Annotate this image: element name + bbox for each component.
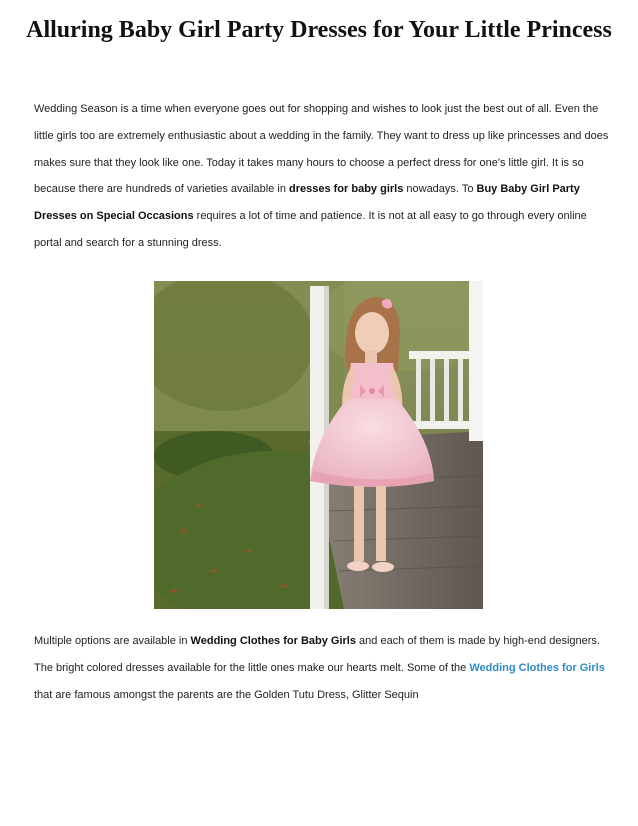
intro-paragraph <box>34 96 612 257</box>
options-paragraph <box>34 628 612 708</box>
options-text-1: Multiple options are available in <box>34 635 191 647</box>
wedding-clothes-baby-girls-keyword: Wedding Clothes for Baby Girls <box>190 635 356 647</box>
wedding-clothes-for-girls-link[interactable]: Wedding Clothes for Girls <box>469 661 605 674</box>
intro-text-3: requires a lot of time and patience. It is not at all easy to go through every online portal and search for a stunning dress. <box>34 210 587 249</box>
girl-in-pink-dress-photo <box>154 281 483 609</box>
dresses-for-baby-girls-keyword: dresses for baby girls <box>289 183 404 196</box>
intro-text-1: Wedding Season is a time when everyone goes out for shopping and wishes to look just the best out of all. Even the little girls too are extremely enthusiastic about a wedding in the family. They want to dress up like princesses and does makes sure that they look like one. Today it takes many hours to choose a perfect dress for one's little girl. It is so because there are hundreds of varieties available in <box>34 103 609 196</box>
options-text-2: and each of them is made by high-end designers. The bright colored dresses available for the little ones make our hearts melt. Some of the <box>34 635 600 674</box>
buy-party-dresses-keyword: Buy Baby Girl Party Dresses on Special Occasions <box>34 183 580 223</box>
intro-text-2: nowadays. To <box>403 183 477 196</box>
page-title: Alluring Baby Girl Party Dresses for Your Little Princess <box>26 17 612 43</box>
options-text-3: that are famous amongst the parents are the Golden Tutu Dress, Glitter Sequin <box>34 688 419 701</box>
